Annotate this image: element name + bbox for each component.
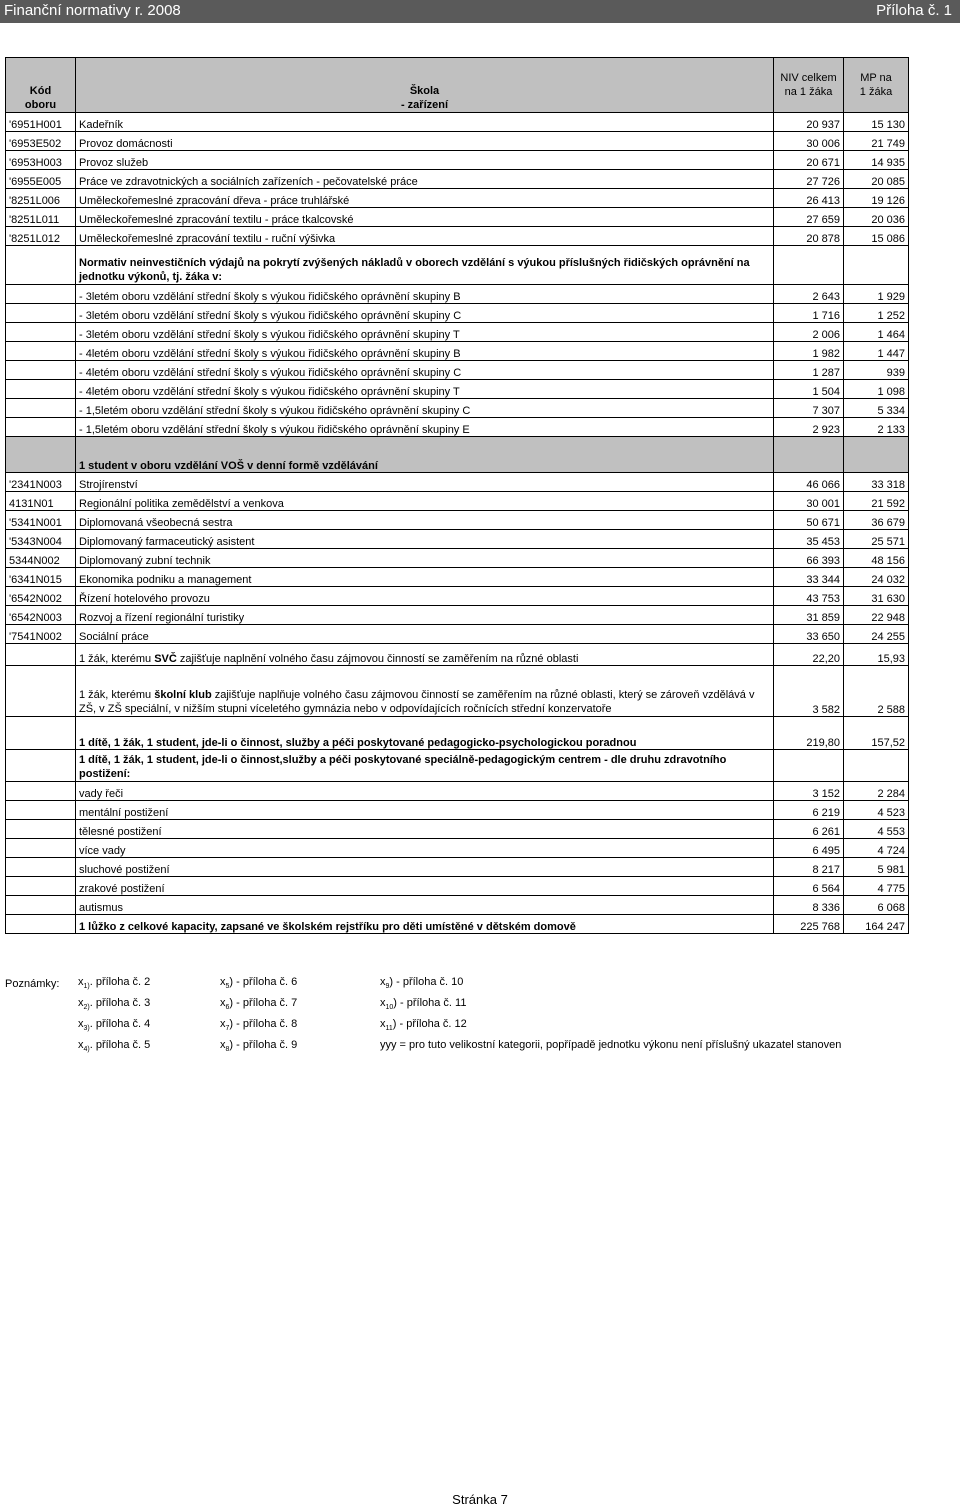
row-code: '8251L011	[6, 208, 76, 227]
row-name: - 3letém oboru vzdělání střední školy s výukou řidičského oprávnění skupiny C	[76, 304, 774, 323]
row-mp: 2 133	[844, 418, 909, 437]
ppp-description: 1 dítě, 1 žák, 1 student, jde-li o činnost, služby a péči poskytované pedagogicko-psychologickou poradnou	[76, 717, 774, 750]
row-niv: 1 716	[774, 304, 844, 323]
table-row	[6, 511, 909, 530]
row-mp: 1 252	[844, 304, 909, 323]
row-mp: 6 068	[844, 896, 909, 915]
row-code: '6341N015	[6, 568, 76, 587]
ppp-row	[6, 717, 909, 750]
blank-cell	[6, 323, 76, 342]
row-mp: 20 085	[844, 170, 909, 189]
blank-cell	[6, 801, 76, 820]
table-row	[6, 380, 909, 399]
driving-heading: Normativ neinvestičních výdajů na pokrytí zvýšených nákladů v oborech vzdělání s výukou příslušných řidičských oprávnění na jednotku výkonů, tj. žáka v:	[76, 246, 774, 285]
table-row	[6, 473, 909, 492]
row-code: '6542N002	[6, 587, 76, 606]
row-niv: 33 650	[774, 625, 844, 644]
table-row	[6, 113, 909, 132]
row-name: Strojírenství	[76, 473, 774, 492]
bed-description: 1 lůžko z celkové kapacity, zapsané ve školském rejstříku pro děti umístěné v dětském domově	[76, 915, 774, 934]
table-row	[6, 361, 909, 380]
row-niv: 30 006	[774, 132, 844, 151]
row-niv: 2 006	[774, 323, 844, 342]
table-header-row	[6, 58, 909, 113]
row-mp: 4 724	[844, 839, 909, 858]
table-row	[6, 189, 909, 208]
row-niv: 31 859	[774, 606, 844, 625]
row-name: tělesné postižení	[76, 820, 774, 839]
row-code: 4131N01	[6, 492, 76, 511]
row-name: Kadeřník	[76, 113, 774, 132]
row-niv: 20 671	[774, 151, 844, 170]
row-niv: 27 726	[774, 170, 844, 189]
table-row	[6, 839, 909, 858]
row-mp: 20 036	[844, 208, 909, 227]
row-code: '5341N001	[6, 511, 76, 530]
row-niv: 6 261	[774, 820, 844, 839]
row-niv: 2 923	[774, 418, 844, 437]
row-niv: 1 982	[774, 342, 844, 361]
row-name: autismus	[76, 896, 774, 915]
club-row	[6, 666, 909, 717]
row-name: - 3letém oboru vzdělání střední školy s výukou řidičského oprávnění skupiny B	[76, 285, 774, 304]
blank-cell	[6, 285, 76, 304]
row-mp: 33 318	[844, 473, 909, 492]
blank-cell	[6, 839, 76, 858]
row-code: '6951H001	[6, 113, 76, 132]
normatives-table	[5, 57, 909, 934]
svc-description: 1 žák, kterému SVČ zajišťuje naplnění volného času zájmovou činností se zaměřením na různé oblasti	[76, 644, 774, 666]
document-title: Finanční normativy r. 2008	[4, 2, 181, 19]
row-name: - 1,5letém oboru vzdělání střední školy s výukou řidičského oprávnění skupiny E	[76, 418, 774, 437]
note-8: $x_8$ ) - příloha č. 9	[220, 1039, 298, 1054]
notes-label: Poznámky:	[5, 978, 60, 990]
club-mp: 2 588	[844, 666, 909, 717]
row-name: Diplomovaná všeobecná sestra	[76, 511, 774, 530]
driving-heading-row	[6, 246, 909, 285]
gray-cell	[6, 437, 76, 473]
row-name: Ekonomika podniku a management	[76, 568, 774, 587]
row-mp: 1 929	[844, 285, 909, 304]
row-code: '8251L012	[6, 227, 76, 246]
row-name: Provoz domácnosti	[76, 132, 774, 151]
row-mp: 939	[844, 361, 909, 380]
row-niv: 20 937	[774, 113, 844, 132]
row-name: Práce ve zdravotnických a sociálních zařízeních - pečovatelské práce	[76, 170, 774, 189]
vos-heading: 1 student v oboru vzdělání VOŠ v denní formě vzdělávání	[76, 437, 774, 473]
row-code: '8251L006	[6, 189, 76, 208]
note-yyy: yyy = pro tuto velikostní kategorii, popřípadě jednotku výkonu není příslušný ukazatel stanoven	[380, 1039, 842, 1051]
row-niv: 43 753	[774, 587, 844, 606]
blank-cell	[6, 399, 76, 418]
table-row	[6, 227, 909, 246]
club-description: 1 žák, kterému školní klub zajišťuje naplňuje volného času zájmovou činností se zaměřením na různé oblasti, který se zároveň vzdělává v ZŠ, v ZŠ speciální, v nižším stupni víceletého gymnázia nebo v odpovídajících ročnících střední konzervatoře	[76, 666, 774, 717]
row-name: Provoz služeb	[76, 151, 774, 170]
note-7: $x_7$ ) - příloha č. 8	[220, 1018, 298, 1033]
note-11: $x_{11}$ ) - příloha č. 12	[380, 1018, 467, 1033]
bed-niv: 225 768	[774, 915, 844, 934]
blank-cell	[6, 246, 76, 285]
row-code: '2341N003	[6, 473, 76, 492]
row-mp: 14 935	[844, 151, 909, 170]
row-name: - 4letém oboru vzdělání střední školy s výukou řidičského oprávnění skupiny T	[76, 380, 774, 399]
row-niv: 6 564	[774, 877, 844, 896]
row-name: Diplomovaný zubní technik	[76, 549, 774, 568]
ppp-mp: 157,52	[844, 717, 909, 750]
table-row	[6, 782, 909, 801]
spc-heading-row	[6, 750, 909, 782]
note-10: $x_{10}$ ) - příloha č. 11	[380, 997, 467, 1012]
blank-cell	[6, 782, 76, 801]
row-name: - 4letém oboru vzdělání střední školy s výukou řidičského oprávnění skupiny B	[76, 342, 774, 361]
row-mp: 19 126	[844, 189, 909, 208]
table-row	[6, 151, 909, 170]
note-9: $x_9$ ) - příloha č. 10	[380, 976, 464, 991]
row-niv: 35 453	[774, 530, 844, 549]
table-row	[6, 606, 909, 625]
row-name: Regionální politika zemědělství a venkova	[76, 492, 774, 511]
blank-cell	[844, 246, 909, 285]
table-row	[6, 820, 909, 839]
row-niv: 2 643	[774, 285, 844, 304]
table-row	[6, 418, 909, 437]
blank-cell	[6, 717, 76, 750]
row-mp: 24 032	[844, 568, 909, 587]
blank-cell	[6, 418, 76, 437]
bed-row	[6, 915, 909, 934]
blank-cell	[774, 246, 844, 285]
blank-cell	[6, 644, 76, 666]
note-5: $x_5$ ) - příloha č. 6	[220, 976, 298, 991]
note-6: $x_6$ ) - příloha č. 7	[220, 997, 298, 1012]
row-code: '6953H003	[6, 151, 76, 170]
header-school: Škola - zařízení	[76, 58, 774, 113]
header-niv: NIV celkem na 1 žáka	[774, 58, 844, 113]
row-code: '6542N003	[6, 606, 76, 625]
row-mp: 4 523	[844, 801, 909, 820]
row-niv: 8 336	[774, 896, 844, 915]
table-row	[6, 568, 909, 587]
note-2: $x_{2)}$ . příloha č. 3	[78, 997, 151, 1012]
row-mp: 36 679	[844, 511, 909, 530]
row-mp: 5 981	[844, 858, 909, 877]
table-row	[6, 530, 909, 549]
blank-cell	[6, 304, 76, 323]
row-mp: 1 447	[844, 342, 909, 361]
row-niv: 46 066	[774, 473, 844, 492]
blank-cell	[6, 380, 76, 399]
row-niv: 27 659	[774, 208, 844, 227]
table-row	[6, 342, 909, 361]
svc-mp: 15,93	[844, 644, 909, 666]
row-mp: 15 130	[844, 113, 909, 132]
row-name: Uměleckořemeslné zpracování dřeva - práce truhlářské	[76, 189, 774, 208]
row-mp: 48 156	[844, 549, 909, 568]
row-name: - 3letém oboru vzdělání střední školy s výukou řidičského oprávnění skupiny T	[76, 323, 774, 342]
row-code: '6955E005	[6, 170, 76, 189]
row-niv: 33 344	[774, 568, 844, 587]
page-header	[0, 0, 960, 23]
blank-cell	[6, 666, 76, 717]
blank-cell	[6, 877, 76, 896]
row-niv: 6 219	[774, 801, 844, 820]
note-3: $x_{3)}$ . příloha č. 4	[78, 1018, 151, 1033]
blank-cell	[6, 915, 76, 934]
row-name: - 1,5letém oboru vzdělání střední školy s výukou řidičského oprávnění skupiny C	[76, 399, 774, 418]
header-code: Kód oboru	[6, 58, 76, 113]
row-name: mentální postižení	[76, 801, 774, 820]
table-row	[6, 625, 909, 644]
row-niv: 20 878	[774, 227, 844, 246]
table-row	[6, 587, 909, 606]
blank-cell	[6, 342, 76, 361]
row-mp: 25 571	[844, 530, 909, 549]
table-row	[6, 877, 909, 896]
row-mp: 24 255	[844, 625, 909, 644]
row-code: '5343N004	[6, 530, 76, 549]
row-name: Sociální práce	[76, 625, 774, 644]
svc-niv: 22,20	[774, 644, 844, 666]
ppp-niv: 219,80	[774, 717, 844, 750]
table-row	[6, 170, 909, 189]
attachment-label: Příloha č. 1	[876, 2, 952, 19]
row-niv: 26 413	[774, 189, 844, 208]
row-mp: 21 592	[844, 492, 909, 511]
blank-cell	[6, 750, 76, 782]
row-code: '7541N002	[6, 625, 76, 644]
page-footer: Stránka 7	[452, 1492, 508, 1507]
row-mp: 1 098	[844, 380, 909, 399]
header-mp: MP na 1 žáka	[844, 58, 909, 113]
gray-cell	[774, 437, 844, 473]
row-name: více vady	[76, 839, 774, 858]
row-niv: 3 152	[774, 782, 844, 801]
row-name: - 4letém oboru vzdělání střední školy s výukou řidičského oprávnění skupiny C	[76, 361, 774, 380]
row-mp: 21 749	[844, 132, 909, 151]
row-name: Řízení hotelového provozu	[76, 587, 774, 606]
bed-mp: 164 247	[844, 915, 909, 934]
blank-cell	[844, 750, 909, 782]
svc-row	[6, 644, 909, 666]
blank-cell	[6, 858, 76, 877]
row-name: vady řeči	[76, 782, 774, 801]
row-name: Uměleckořemeslné zpracování textilu - ruční výšivka	[76, 227, 774, 246]
table-row	[6, 858, 909, 877]
row-code: 5344N002	[6, 549, 76, 568]
row-mp: 22 948	[844, 606, 909, 625]
row-mp: 15 086	[844, 227, 909, 246]
row-niv: 8 217	[774, 858, 844, 877]
table-row	[6, 896, 909, 915]
row-mp: 2 284	[844, 782, 909, 801]
notes	[5, 974, 935, 1064]
row-niv: 30 001	[774, 492, 844, 511]
row-niv: 50 671	[774, 511, 844, 530]
table-row	[6, 285, 909, 304]
row-niv: 1 504	[774, 380, 844, 399]
row-mp: 4 553	[844, 820, 909, 839]
row-name: Rozvoj a řízení regionální turistiky	[76, 606, 774, 625]
row-niv: 6 495	[774, 839, 844, 858]
row-mp: 5 334	[844, 399, 909, 418]
table-row	[6, 323, 909, 342]
row-mp: 31 630	[844, 587, 909, 606]
table-row	[6, 208, 909, 227]
table-row	[6, 399, 909, 418]
table-row	[6, 549, 909, 568]
row-name: sluchové postižení	[76, 858, 774, 877]
blank-cell	[6, 820, 76, 839]
row-name: Uměleckořemeslné zpracování textilu - práce tkalcovské	[76, 208, 774, 227]
blank-cell	[6, 361, 76, 380]
row-mp: 4 775	[844, 877, 909, 896]
row-mp: 1 464	[844, 323, 909, 342]
table-row	[6, 801, 909, 820]
row-name: Diplomovaný farmaceutický asistent	[76, 530, 774, 549]
blank-cell	[774, 750, 844, 782]
row-niv: 66 393	[774, 549, 844, 568]
blank-cell	[6, 896, 76, 915]
note-4: $x_{4)}$ . příloha č. 5	[78, 1039, 151, 1054]
spc-heading: 1 dítě, 1 žák, 1 student, jde-li o činnost,služby a péči poskytované speciálně-pedagogickým centrem - dle druhu zdravotního postižení:	[76, 750, 774, 782]
row-name: zrakové postižení	[76, 877, 774, 896]
note-1: $x_{1)}$ . příloha č. 2	[78, 976, 151, 991]
row-code: '6953E502	[6, 132, 76, 151]
gray-cell	[844, 437, 909, 473]
table-row	[6, 304, 909, 323]
table-row	[6, 492, 909, 511]
vos-heading-row	[6, 437, 909, 473]
row-niv: 7 307	[774, 399, 844, 418]
table-row	[6, 132, 909, 151]
row-niv: 1 287	[774, 361, 844, 380]
club-niv: 3 582	[774, 666, 844, 717]
